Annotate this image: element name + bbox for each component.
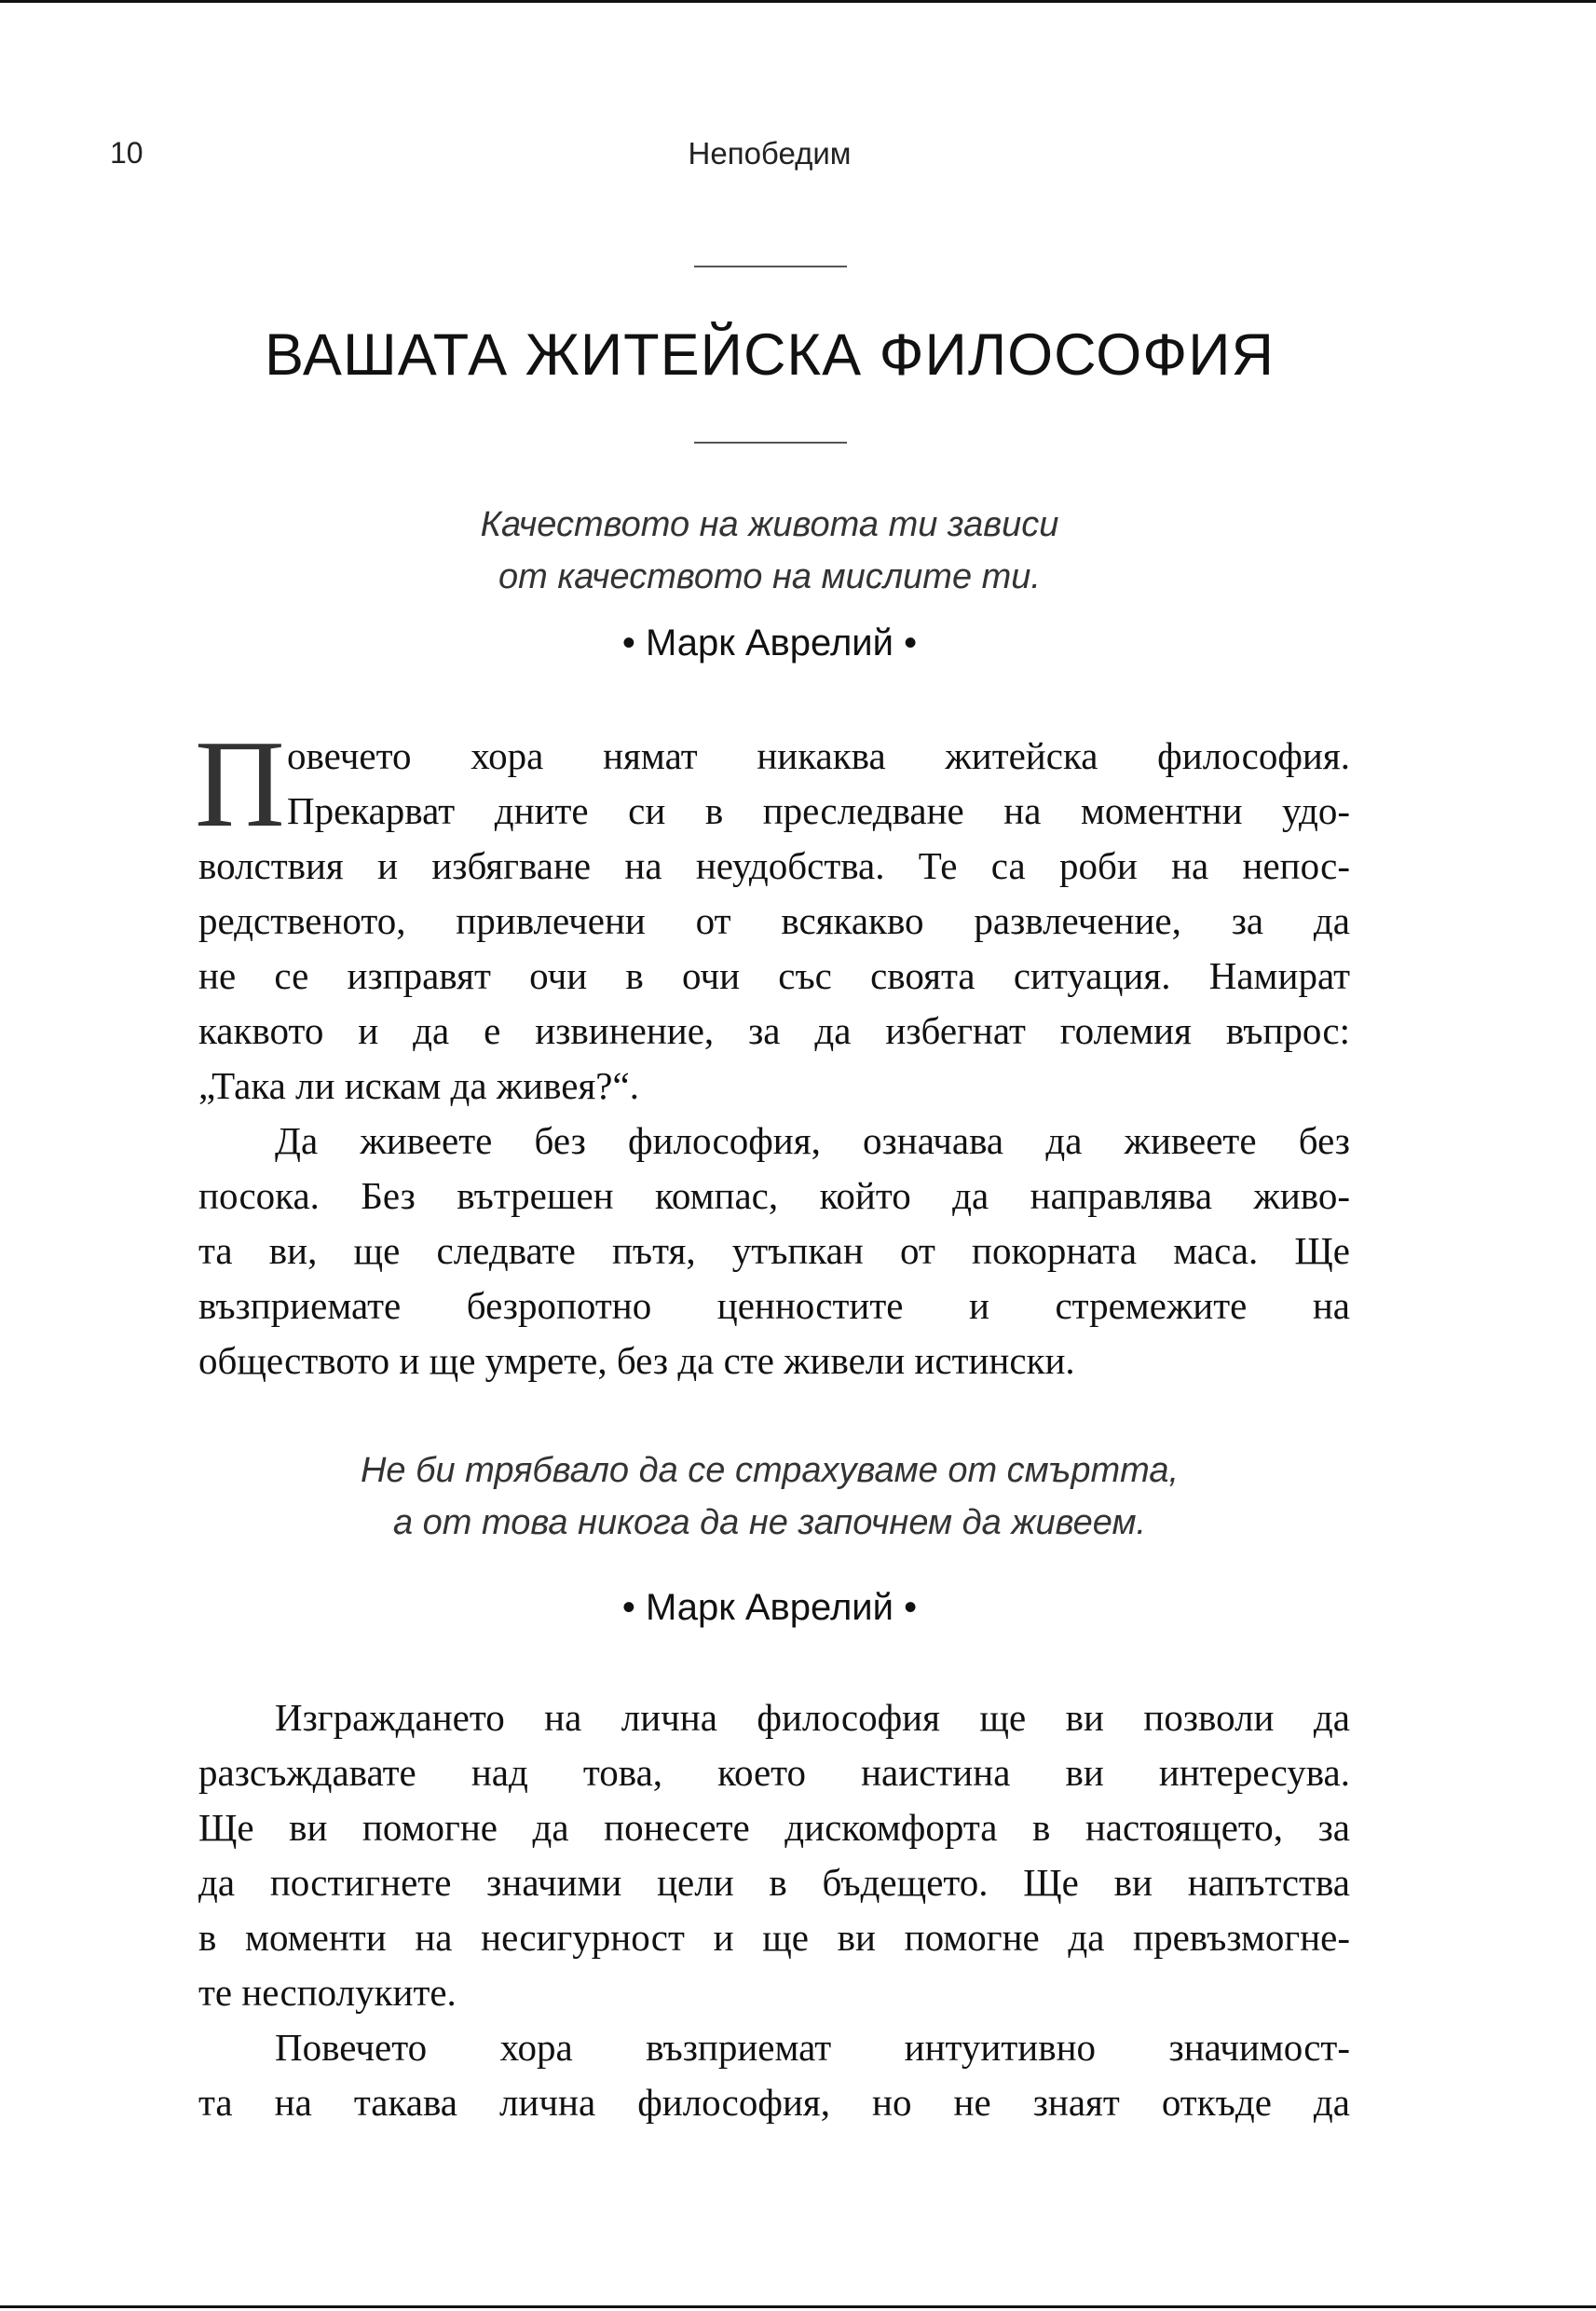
epigraph-line: Не би трябвало да се страхуваме от смъртта,	[360, 1451, 1180, 1490]
title-rule-top	[694, 266, 847, 267]
text-line: Ще ви помогне да понесете дискомфорта в настоящето, за	[198, 1806, 1350, 1849]
text-line: Да живеете без философия, означава да живеете без	[275, 1119, 1350, 1162]
text-line: не се изправят очи в очи със своята ситуация. Намират	[198, 954, 1350, 997]
running-title: Непобедим	[688, 136, 852, 171]
text-line: разсъждавате над това, което наистина ви интересува.	[198, 1751, 1350, 1794]
epigraph-quote	[0, 499, 1539, 603]
text-line: те несполуките.	[198, 1971, 457, 2014]
page-number: 10	[110, 136, 143, 170]
drop-cap: П	[195, 715, 285, 853]
epigraph-author: • Марк Аврелий •	[621, 622, 918, 663]
epigraph-line: от качеството на мислите ти.	[498, 557, 1041, 596]
page-bottom-border	[0, 2305, 1596, 2308]
chapter-title: ВАШАТА ЖИТЕЙСКА ФИЛОСОФИЯ	[265, 322, 1275, 388]
title-rule-bottom	[694, 442, 847, 444]
epigraph-line: Качеството на живота ти зависи	[480, 505, 1059, 544]
text-line: каквото и да е извинение, за да избегнат големия въпрос:	[198, 1009, 1350, 1052]
text-line: та на такава лична философия, но не знаят откъде да	[198, 2081, 1350, 2124]
text-line: та ви, ще следвате пътя, утъпкан от покорната маса. Ще	[198, 1229, 1350, 1272]
epigraph-author: • Марк Аврелий •	[621, 1587, 918, 1628]
first-paragraph	[195, 715, 1350, 853]
body-text-section	[195, 715, 1350, 1388]
text-line: „Така ли искам да живея?“.	[198, 1064, 639, 1107]
page-top-border	[0, 0, 1596, 3]
text-line: редственото, привлечени от всякакво развлечение, за да	[198, 899, 1350, 942]
text-line: да постигнете значими цели в бъдещето. Ще ви напътства	[198, 1861, 1350, 1904]
text-line: в моменти на несигурност и ще ви помогне да превъзмогне-	[198, 1916, 1350, 1959]
text-line: волствия и избягване на неудобства. Те са роби на непос-	[198, 844, 1350, 887]
text-line: Изграждането на лична философия ще ви позволи да	[275, 1696, 1350, 1739]
text-line: овечето хора нямат никаква житейска философия.	[287, 734, 1350, 777]
text-line: посока. Без вътрешен компас, който да направлява живо-	[198, 1174, 1350, 1217]
body-text-section	[198, 1690, 1350, 2130]
epigraph-quote	[0, 1444, 1539, 1549]
text-line: обществото и ще умрете, без да сте живели истински.	[198, 1339, 1075, 1382]
text-line: Повечето хора възприемат интуитивно значимост-	[275, 2026, 1350, 2069]
epigraph-line: а от това никога да не започнем да живеем.	[392, 1503, 1147, 1542]
text-line: Прекарват дните си в преследване на моментни удо-	[287, 789, 1350, 832]
text-line: възприемате безропотно ценностите и стремежите на	[198, 1284, 1350, 1327]
